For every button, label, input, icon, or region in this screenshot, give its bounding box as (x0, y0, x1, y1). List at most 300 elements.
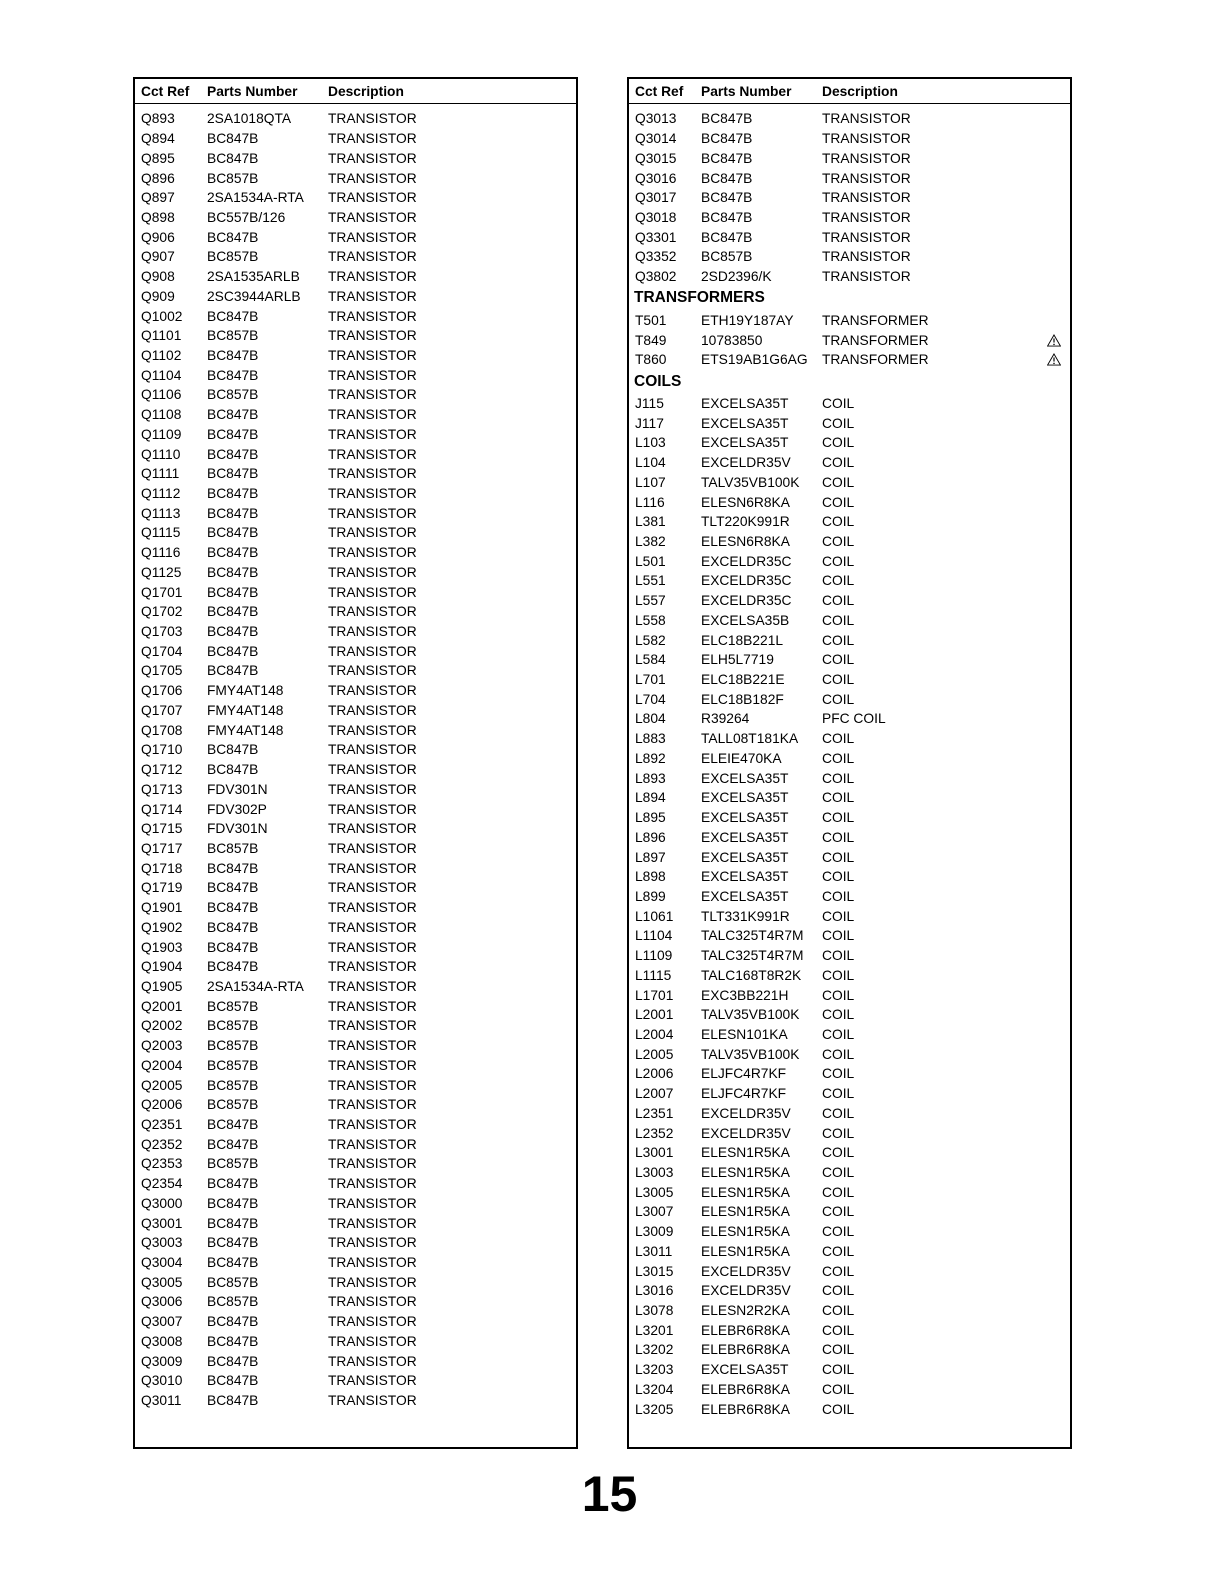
table-row (135, 208, 576, 228)
description-cell (328, 1294, 576, 1309)
description-text: COIL (822, 632, 855, 648)
description-cell (328, 249, 576, 264)
table-row (135, 1253, 576, 1273)
description-cell (328, 1373, 576, 1388)
description-cell (328, 940, 576, 955)
description-cell (328, 644, 576, 659)
table-row (135, 1036, 576, 1056)
cct-ref-cell: Q2006 (141, 1097, 183, 1113)
cct-ref-cell: Q1111 (141, 466, 180, 482)
description-text: TRANSISTOR (328, 1215, 417, 1231)
cct-ref-cell: L501 (635, 553, 666, 569)
table-row (629, 906, 1070, 926)
parts-number-cell: BC847B (207, 525, 259, 541)
parts-number-cell: EXCELDR35V (701, 1125, 791, 1141)
description-text: TRANSISTOR (822, 249, 911, 265)
column-header-description: Description (822, 83, 898, 99)
cct-ref-cell: L3078 (635, 1303, 674, 1319)
description-text: TRANSISTOR (822, 190, 911, 206)
description-text: COIL (822, 1283, 855, 1299)
parts-number-cell: EXCELSA35T (701, 790, 789, 806)
description-text: COIL (822, 1165, 855, 1181)
parts-number-cell: TLT331K991R (701, 908, 790, 924)
description-text: TRANSISTOR (328, 624, 417, 640)
table-row (135, 168, 576, 188)
table-row (629, 227, 1070, 247)
description-cell (822, 352, 1070, 367)
description-text: TRANSISTOR (328, 1314, 417, 1330)
description-cell (328, 368, 576, 383)
description-cell (328, 210, 576, 225)
table-row (629, 985, 1070, 1005)
table-row (135, 937, 576, 957)
description-text: COIL (822, 1066, 855, 1082)
description-cell (822, 790, 1070, 805)
cct-ref-cell: L1701 (635, 987, 674, 1003)
cct-ref-cell: Q908 (141, 269, 175, 285)
table-row (629, 532, 1070, 552)
cct-ref-cell: Q1110 (141, 446, 181, 462)
description-text: COIL (822, 810, 855, 826)
cct-ref-cell: L892 (635, 750, 666, 766)
parts-number-cell: BC857B (207, 998, 259, 1014)
description-cell (328, 663, 576, 678)
table-body (135, 104, 576, 1410)
table-row (629, 1222, 1070, 1242)
parts-number-cell: TALL08T181KA (701, 731, 799, 747)
description-text: COIL (822, 1046, 855, 1062)
table-row (629, 109, 1070, 129)
table-row (629, 867, 1070, 887)
table-row (135, 1272, 576, 1292)
description-text: COIL (822, 395, 855, 411)
cct-ref-cell: L1115 (635, 967, 672, 983)
description-cell (328, 703, 576, 718)
parts-number-cell: ELC18B221L (701, 632, 784, 648)
table-header-row (629, 79, 1070, 104)
parts-number-cell: ELESN1R5KA (701, 1224, 790, 1240)
description-cell (328, 742, 576, 757)
parts-number-cell: ELESN1R5KA (701, 1145, 790, 1161)
table-row (135, 1075, 576, 1095)
table-row (629, 1281, 1070, 1301)
description-text: COIL (822, 750, 855, 766)
table-row (135, 760, 576, 780)
table-row (135, 917, 576, 937)
description-text: TRANSFORMER (822, 332, 929, 348)
description-text: TRANSFORMER (822, 352, 929, 368)
description-text: COIL (822, 1362, 855, 1378)
cct-ref-cell: L116 (635, 494, 665, 510)
table-row (629, 1025, 1070, 1045)
cct-ref-cell: Q3018 (635, 209, 677, 225)
description-text: TRANSISTOR (328, 1097, 417, 1113)
description-text: TRANSISTOR (328, 978, 417, 994)
description-text: PFC COIL (822, 711, 886, 727)
table-row (629, 433, 1070, 453)
parts-number-cell: 2SA1535ARLB (207, 269, 300, 285)
column-header-cct-ref: Cct Ref (635, 83, 684, 99)
cct-ref-cell: Q1708 (141, 722, 183, 738)
parts-number-cell: BC847B (207, 229, 259, 245)
description-cell (328, 447, 576, 462)
description-text: TRANSISTOR (822, 150, 911, 166)
column-header-parts-number: Parts Number (207, 83, 298, 99)
table-row (135, 464, 576, 484)
parts-number-cell: BC847B (701, 131, 753, 147)
description-cell (328, 1078, 576, 1093)
description-cell (328, 1117, 576, 1132)
parts-number-cell: R39264 (701, 711, 750, 727)
description-text: TRANSISTOR (328, 584, 417, 600)
parts-number-cell: BC557B/126 (207, 209, 286, 225)
cct-ref-cell: Q1109 (141, 426, 182, 442)
cct-ref-cell: Q1703 (141, 624, 183, 640)
description-text: COIL (822, 494, 855, 510)
cct-ref-cell: Q1902 (141, 919, 183, 935)
description-text: TRANSISTOR (328, 860, 417, 876)
description-cell (822, 1047, 1070, 1062)
parts-number-cell: BC847B (207, 1333, 259, 1349)
table-row (629, 1202, 1070, 1222)
table-row (135, 602, 576, 622)
description-text: COIL (822, 612, 855, 628)
description-cell (328, 880, 576, 895)
description-text: TRANSISTOR (328, 1255, 417, 1271)
description-cell (822, 269, 1070, 284)
parts-number-cell: BC847B (207, 1136, 259, 1152)
cct-ref-cell: Q3352 (635, 249, 677, 265)
description-text: COIL (822, 770, 855, 786)
cct-ref-cell: L3001 (635, 1145, 674, 1161)
table-row (629, 946, 1070, 966)
table-row (135, 799, 576, 819)
table-row (629, 591, 1070, 611)
table-row (135, 1134, 576, 1154)
description-text: COIL (822, 888, 855, 904)
description-text: TRANSISTOR (822, 269, 911, 285)
page-number: 15 (581, 1466, 638, 1522)
description-cell (328, 328, 576, 343)
description-cell (822, 111, 1070, 126)
cct-ref-cell: Q3015 (635, 150, 677, 166)
table-row (135, 1174, 576, 1194)
cct-ref-cell: L899 (635, 888, 666, 904)
table-row (629, 1182, 1070, 1202)
description-text: TRANSISTOR (328, 486, 417, 502)
table-row (629, 148, 1070, 168)
description-cell (328, 1235, 576, 1250)
parts-number-cell: 2SD2396/K (701, 269, 772, 285)
description-cell (822, 751, 1070, 766)
description-cell (822, 573, 1070, 588)
parts-number-cell: BC847B (207, 150, 259, 166)
cct-ref-cell: J117 (635, 415, 664, 431)
description-text: TRANSFORMER (822, 312, 929, 328)
table-row (629, 926, 1070, 946)
table-row (135, 306, 576, 326)
table-row (135, 996, 576, 1016)
cct-ref-cell: Q1116 (141, 545, 181, 561)
parts-number-cell: FDV301N (207, 781, 268, 797)
description-cell (822, 850, 1070, 865)
table-row (135, 444, 576, 464)
description-cell (822, 771, 1070, 786)
cct-ref-cell: Q1104 (141, 367, 182, 383)
parts-number-cell: EXCELDR35V (701, 1263, 791, 1279)
cct-ref-cell: Q3006 (141, 1294, 183, 1310)
description-text: COIL (822, 908, 855, 924)
description-cell (328, 348, 576, 363)
table-row (135, 425, 576, 445)
cct-ref-cell: T860 (635, 352, 667, 368)
description-text: TRANSISTOR (328, 1057, 417, 1073)
parts-number-cell: BC847B (207, 466, 259, 482)
cct-ref-cell: L3011 (635, 1243, 673, 1259)
description-text: TRANSISTOR (328, 1274, 417, 1290)
table-row (629, 847, 1070, 867)
description-text: TRANSISTOR (328, 190, 417, 206)
cct-ref-cell: L2005 (635, 1046, 674, 1062)
description-text: COIL (822, 731, 855, 747)
parts-number-cell: ELJFC4R7KF (701, 1066, 787, 1082)
table-row (629, 1360, 1070, 1380)
description-text: COIL (822, 1401, 855, 1417)
description-cell (822, 396, 1070, 411)
cct-ref-cell: L3201 (635, 1322, 674, 1338)
cct-ref-cell: L3003 (635, 1165, 674, 1181)
cct-ref-cell: Q897 (141, 190, 175, 206)
table-row (135, 286, 576, 306)
description-cell (822, 988, 1070, 1003)
cct-ref-cell: L895 (635, 810, 666, 826)
cct-ref-cell: L551 (635, 573, 666, 589)
table-row (135, 582, 576, 602)
description-cell (822, 230, 1070, 245)
table-row (135, 641, 576, 661)
parts-number-cell: ELEBR6R8KA (701, 1401, 790, 1417)
description-text: TRANSISTOR (328, 1136, 417, 1152)
cct-ref-cell: L103 (635, 435, 666, 451)
table-row (629, 129, 1070, 149)
parts-number-cell: BC857B (207, 1294, 259, 1310)
description-text: TRANSISTOR (328, 347, 417, 363)
description-cell (328, 959, 576, 974)
parts-number-cell: BC847B (207, 900, 259, 916)
description-text: TRANSISTOR (328, 446, 417, 462)
table-row (135, 346, 576, 366)
parts-number-cell: BC847B (207, 1353, 259, 1369)
description-text: TRANSISTOR (328, 1018, 417, 1034)
cct-ref-cell: Q3008 (141, 1333, 183, 1349)
parts-number-cell: BC857B (207, 1077, 259, 1093)
table-row (629, 1044, 1070, 1064)
description-text: TRANSISTOR (328, 426, 417, 442)
parts-number-cell: 10783850 (701, 332, 763, 348)
cct-ref-cell: Q893 (141, 111, 175, 127)
parts-number-cell: BC847B (207, 308, 259, 324)
parts-number-cell: BC847B (207, 426, 259, 442)
description-cell (822, 1342, 1070, 1357)
description-text: TRANSISTOR (328, 505, 417, 521)
table-row (629, 1380, 1070, 1400)
parts-number-cell: BC847B (207, 486, 259, 502)
description-text: TRANSISTOR (328, 683, 417, 699)
description-cell (328, 861, 576, 876)
description-cell (822, 1007, 1070, 1022)
cct-ref-cell: Q3009 (141, 1353, 183, 1369)
table-row (135, 188, 576, 208)
parts-number-cell: EXCELDR35C (701, 593, 792, 609)
cct-ref-cell: Q1718 (141, 860, 183, 876)
cct-ref-cell: Q1701 (141, 584, 183, 600)
description-cell (822, 1066, 1070, 1081)
parts-number-cell: BC847B (207, 742, 259, 758)
description-cell (822, 948, 1070, 963)
table-row (629, 1104, 1070, 1124)
cct-ref-cell: L2351 (635, 1105, 674, 1121)
table-row (135, 326, 576, 346)
cct-ref-cell: L381 (635, 514, 666, 530)
table-row (135, 109, 576, 129)
parts-number-cell: BC847B (701, 229, 753, 245)
parts-number-cell: BC847B (207, 939, 259, 955)
cct-ref-cell: Q3802 (635, 269, 677, 285)
description-text: COIL (822, 1145, 855, 1161)
description-cell (328, 802, 576, 817)
description-cell (328, 920, 576, 935)
table-row (629, 808, 1070, 828)
parts-number-cell: BC847B (207, 505, 259, 521)
parts-number-cell: ETS19AB1G6AG (701, 352, 808, 368)
cct-ref-cell: L107 (635, 474, 666, 490)
description-text: COIL (822, 1263, 855, 1279)
description-cell (328, 525, 576, 540)
description-text: TRANSISTOR (328, 170, 417, 186)
parts-number-cell: EXCELSA35T (701, 888, 789, 904)
parts-number-cell: BC847B (207, 1255, 259, 1271)
cct-ref-cell: L2001 (635, 1007, 674, 1023)
table-row (135, 1292, 576, 1312)
description-text: TRANSISTOR (328, 367, 417, 383)
parts-number-cell: TALC325T4R7M (701, 948, 804, 964)
description-cell (328, 1255, 576, 1270)
table-row (135, 858, 576, 878)
parts-number-cell: FMY4AT148 (207, 683, 284, 699)
table-row (629, 330, 1070, 350)
parts-number-cell: EXCELSA35T (701, 829, 789, 845)
parts-number-cell: TALV35VB100K (701, 1046, 800, 1062)
parts-number-cell: ELESN2R2KA (701, 1303, 790, 1319)
cct-ref-cell: Q3004 (141, 1255, 183, 1271)
parts-number-cell: ELEBR6R8KA (701, 1322, 790, 1338)
parts-number-cell: FDV301N (207, 821, 268, 837)
parts-number-cell: BC847B (207, 604, 259, 620)
description-text: TRANSISTOR (328, 1235, 417, 1251)
table-row (629, 1084, 1070, 1104)
description-cell (328, 486, 576, 501)
description-cell (328, 230, 576, 245)
cct-ref-cell: Q1115 (141, 525, 181, 541)
table-row (135, 720, 576, 740)
cct-ref-cell: L3005 (635, 1184, 674, 1200)
description-text: COIL (822, 1086, 855, 1102)
cct-ref-cell: Q1002 (141, 308, 183, 324)
cct-ref-cell: Q1903 (141, 939, 183, 955)
description-text: TRANSISTOR (328, 742, 417, 758)
parts-number-cell: BC857B (207, 1274, 259, 1290)
table-row (629, 453, 1070, 473)
description-text: TRANSISTOR (328, 269, 417, 285)
table-row (135, 484, 576, 504)
description-text: COIL (822, 1204, 855, 1220)
table-row (135, 1371, 576, 1391)
cct-ref-cell: L3202 (635, 1342, 674, 1358)
description-cell (328, 821, 576, 836)
table-row (629, 394, 1070, 414)
description-text: TRANSISTOR (822, 170, 911, 186)
parts-number-cell: BC847B (207, 1393, 259, 1409)
table-row (135, 681, 576, 701)
cct-ref-cell: L3203 (635, 1362, 674, 1378)
description-text: TRANSISTOR (328, 1393, 417, 1409)
description-cell (328, 1137, 576, 1152)
description-text: COIL (822, 948, 855, 964)
table-row (135, 779, 576, 799)
description-cell (328, 151, 576, 166)
table-row (629, 571, 1070, 591)
cct-ref-cell: Q3014 (635, 131, 677, 147)
cct-ref-cell: L1061 (635, 908, 674, 924)
cct-ref-cell: Q3301 (635, 229, 677, 245)
table-row (629, 709, 1070, 729)
cct-ref-cell: Q2351 (141, 1117, 183, 1133)
description-cell (822, 190, 1070, 205)
cct-ref-cell: T501 (635, 312, 667, 328)
description-text: COIL (822, 1243, 855, 1259)
cct-ref-cell: L893 (635, 770, 666, 786)
cct-ref-cell: J115 (635, 395, 664, 411)
description-text: COIL (822, 1303, 855, 1319)
parts-number-cell: EXCELDR35C (701, 553, 792, 569)
cct-ref-cell: Q3000 (141, 1195, 183, 1211)
table-row (135, 365, 576, 385)
cct-ref-cell: L3007 (635, 1204, 674, 1220)
parts-number-cell: ELC18B221E (701, 672, 785, 688)
cct-ref-cell: Q1717 (141, 840, 183, 856)
description-cell (822, 495, 1070, 510)
description-text: TRANSISTOR (328, 1353, 417, 1369)
description-cell (328, 289, 576, 304)
description-cell (328, 683, 576, 698)
description-cell (822, 593, 1070, 608)
description-text: COIL (822, 1007, 855, 1023)
description-text: TRANSISTOR (328, 1195, 417, 1211)
cct-ref-cell: Q2354 (141, 1176, 183, 1192)
parts-number-cell: TALC325T4R7M (701, 928, 804, 944)
parts-number-cell: ELESN101KA (701, 1026, 788, 1042)
section-header: TRANSFORMERS (634, 289, 765, 307)
description-cell (822, 1303, 1070, 1318)
description-text: TRANSISTOR (328, 111, 417, 127)
description-text: COIL (822, 1224, 855, 1240)
cct-ref-cell: Q1715 (141, 821, 183, 837)
description-cell (328, 585, 576, 600)
cct-ref-cell: Q2352 (141, 1136, 183, 1152)
cct-ref-cell: L557 (635, 593, 666, 609)
description-cell (822, 1362, 1070, 1377)
table-row (629, 1399, 1070, 1419)
